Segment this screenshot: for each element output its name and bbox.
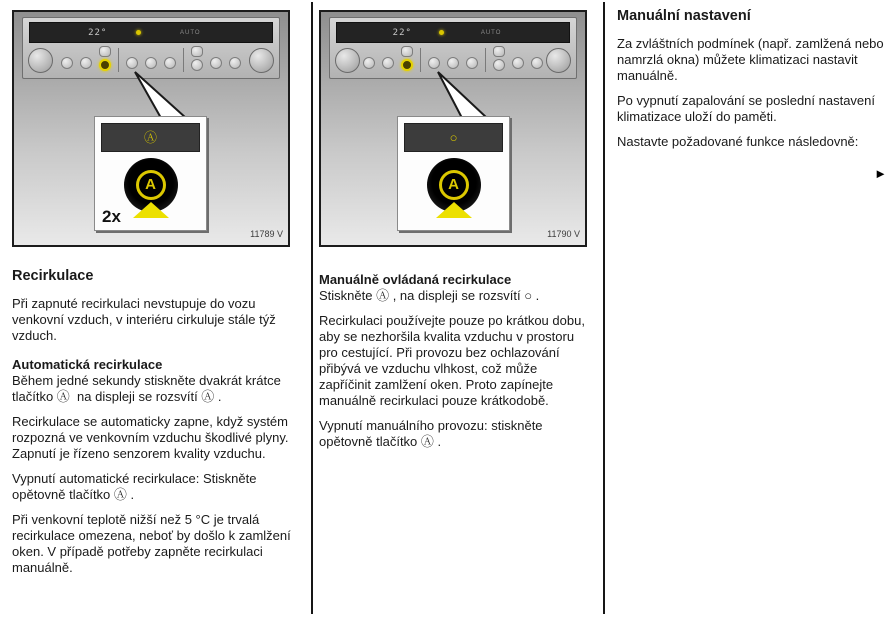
temperature-knob <box>28 48 53 73</box>
column-divider-left <box>311 2 313 614</box>
panel-separator <box>420 48 421 72</box>
panel-button-row <box>61 54 241 72</box>
temperature-knob <box>335 48 360 73</box>
panel-button-row <box>363 54 543 72</box>
panel-button <box>99 46 111 57</box>
paragraph: Po vypnutí zapalování se poslední nastavení klimatizace uloží do paměti. <box>617 93 879 124</box>
recirculation-indicator-dot <box>439 30 444 35</box>
paragraph: Vypnutí automatické recirkulace: Stiskněte opětovně tlačítko Ⓐ . <box>12 471 261 502</box>
panel-button-stack <box>493 46 505 71</box>
recirculation-indicator-dot <box>136 30 141 35</box>
paragraph: Recirkulace se automaticky zapne, když systém rozpozná ve venkovním vzduchu škodlivé plyny. Zapnutí je řízeno senzorem kvality vzduchu. <box>12 414 293 461</box>
panel-button <box>363 57 375 69</box>
paragraph: Nastavte požadované funkce následovně: <box>617 134 859 149</box>
auto-label: AUTO <box>180 29 201 36</box>
press-arrow-icon <box>133 202 169 218</box>
fan-knob <box>249 48 274 73</box>
panel-button-stack <box>401 46 413 71</box>
panel-button <box>493 46 505 57</box>
paragraph: Za zvláštních podmínek (např. zamlžená nebo namrzlá okna) můžete klimatizaci nastavit manuálně. <box>617 36 888 83</box>
continue-arrow-icon: ► <box>874 166 887 181</box>
panel-button <box>512 57 524 69</box>
paragraph: Vypnutí manuálního provozu: stiskněte opětovně tlačítko Ⓐ . <box>319 418 547 449</box>
panel-separator <box>183 48 184 72</box>
recirculation-icon: A <box>136 170 166 200</box>
panel-button-stack <box>99 46 111 71</box>
recirculation-button <box>401 59 413 71</box>
figure-number: 11789 V <box>250 229 283 239</box>
panel-button <box>61 57 73 69</box>
panel-separator <box>485 48 486 72</box>
panel-button <box>191 46 203 57</box>
panel-controls <box>330 43 576 77</box>
panel-button <box>401 46 413 57</box>
paragraph: Recirkulaci používejte pouze po krátkou dobu, aby se nezhoršila kvalita vzduchu v prostoru pro cestující. Při provozu bez ochlazování přibývá ve vzduchu vlhkost, což může zapříčinit zamlžení oken. Proto zapínejte manuálně recirkulaci pouze krátkodobě. <box>319 313 589 408</box>
subsection-title: Manuálně ovládaná recirkulace <box>319 272 512 287</box>
panel-button <box>164 57 176 69</box>
column-divider-right <box>603 2 605 614</box>
panel-button <box>428 57 440 69</box>
section-title: Recirkulace <box>12 268 94 284</box>
temperature-readout: 22° <box>392 27 412 38</box>
panel-button <box>80 57 92 69</box>
press-arrow-icon <box>436 202 472 218</box>
panel-button <box>531 57 543 69</box>
subsection-title: Automatická recirkulace <box>12 357 163 372</box>
recirculation-button <box>99 59 111 71</box>
climate-control-panel <box>22 17 280 79</box>
left-text-block <box>12 268 300 576</box>
column-left <box>12 10 300 585</box>
callout-display <box>101 123 200 152</box>
column-right <box>617 8 889 182</box>
paragraph: Při zapnuté recirkulaci nevstupuje do vozu venkovní vzduch, v interiéru cirkuluje stále týž vzduch. <box>12 296 280 343</box>
recirculation-button-enlarged <box>124 158 178 212</box>
paragraph: Při venkovní teplotě nižší než 5 °C je trvalá recirkulace omezena, neboť by došlo k zamlžení oken. V případě potřeby zapněte recirkulaci manuálně. <box>12 512 295 575</box>
panel-controls <box>23 43 279 77</box>
panel-button <box>126 57 138 69</box>
climate-control-panel <box>329 17 577 79</box>
press-count-label: 2x <box>102 207 121 226</box>
auto-label: AUTO <box>480 29 502 36</box>
panel-display <box>29 22 273 43</box>
callout-box <box>94 116 207 231</box>
recirculation-button-enlarged <box>427 158 481 212</box>
panel-button <box>382 57 394 69</box>
panel-button <box>229 57 241 69</box>
figure-manual-recirculation <box>319 10 587 247</box>
manual-recirculation-symbol-icon: ○ <box>449 130 458 145</box>
middle-text-block <box>319 272 591 450</box>
panel-button <box>466 57 478 69</box>
panel-button <box>493 59 505 71</box>
recirculation-icon: A <box>439 170 469 200</box>
figure-automatic-recirculation <box>12 10 290 247</box>
panel-button-stack <box>191 46 203 71</box>
panel-button <box>210 57 222 69</box>
column-middle <box>319 10 591 459</box>
panel-button <box>145 57 157 69</box>
paragraph: Stiskněte Ⓐ , na displeji se rozsvítí ○ . <box>319 288 540 303</box>
paragraph: Během jedné sekundy stiskněte dvakrát krátce tlačítko Ⓐ na displeji se rozsvítí Ⓐ . <box>12 373 285 404</box>
callout-box <box>397 116 510 231</box>
panel-button <box>447 57 459 69</box>
panel-display <box>336 22 570 43</box>
figure-number: 11790 V <box>547 229 580 239</box>
section-title: Manuální nastavení <box>617 8 751 24</box>
panel-separator <box>118 48 119 72</box>
panel-button <box>191 59 203 71</box>
temperature-readout: 22° <box>88 27 108 38</box>
fan-knob <box>546 48 571 73</box>
auto-recirculation-symbol-icon: Ⓐ <box>143 130 157 145</box>
callout-display <box>404 123 503 152</box>
